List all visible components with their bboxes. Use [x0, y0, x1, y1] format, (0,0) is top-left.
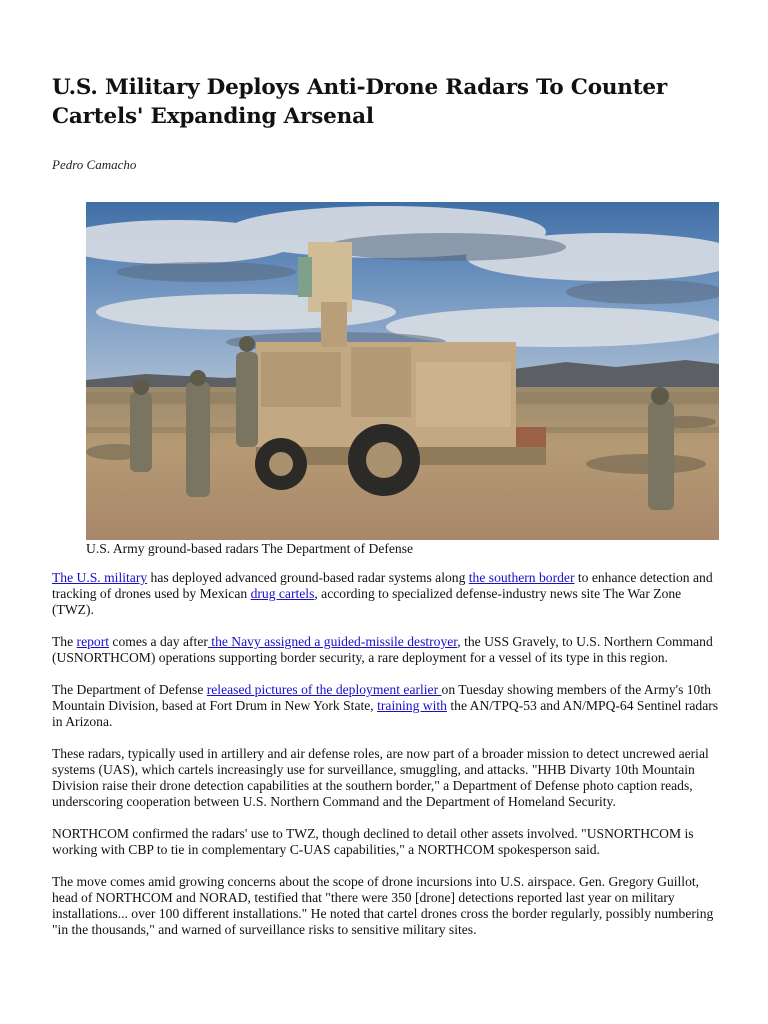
paragraph-4: These radars, typically used in artillery and air defense roles, are now part of a broader mission to detect uncrewed aerial systems (UAS), which cartels increasingly use for surveillance, smuggling, and attacks. "HHB Divarty 10th Mountain Division raise their drone detection capabilities at the southern border," a Department of Defense photo caption reads, underscoring cooperation between U.S. Northern Command and the Department of Homeland Security.	[52, 745, 709, 810]
link-training-with[interactable]: training with	[377, 698, 447, 713]
link-navy-destroyer[interactable]: the Navy assigned a guided-missile destroyer	[207, 634, 458, 649]
link-released-pictures[interactable]: released pictures of the deployment earlier	[206, 681, 442, 697]
article-body	[52, 570, 724, 954]
paragraph-1: The U.S. military has deployed advanced ground-based radar systems along the southern border to enhance detection and tracking of drones used by Mexican drug cartels, according to specialized defense-industry news site The War Zone (TWZ).	[52, 570, 713, 618]
article-headline: U.S. Military Deploys Anti-Drone Radars To Counter Cartels' Expanding Arsenal	[52, 75, 668, 129]
radar-deployment-photo	[86, 202, 719, 540]
paragraph-6: The move comes amid growing concerns about the scope of drone incursions into U.S. airspace. Gen. Gregory Guillot, head of NORTHCOM and NORAD, testified that "there were 350 [drone] detections reported last year on military installations... over 100 different installations." He noted that cartel drones cross the border regularly, possibly numbering "in the thousands," and warned of surveillance risks to sensitive military sites.	[52, 873, 714, 938]
article-photo	[86, 202, 719, 540]
link-drug-cartels[interactable]: drug cartels	[250, 586, 315, 602]
image-caption: U.S. Army ground-based radars The Department of Defense	[86, 541, 414, 556]
link-us-military[interactable]: The U.S. military	[52, 570, 148, 585]
author-byline: Pedro Camacho	[52, 157, 137, 172]
link-report[interactable]: report	[76, 634, 110, 649]
paragraph-2: The report comes a day after the Navy assigned a guided-missile destroyer, the USS Gravely, to U.S. Northern Command (USNORTHCOM) operations supporting border security, a rare deployment for a vessel of its type in this region.	[52, 634, 713, 666]
link-southern-border[interactable]: the southern border	[468, 570, 575, 585]
paragraph-5: NORTHCOM confirmed the radars' use to TWZ, though declined to detail other assets involved. "USNORTHCOM is working with CBP to tie in complementary C-UAS capabilities," a NORTHCOM spokesperson said.	[52, 826, 694, 858]
paragraph-3: The Department of Defense released pictures of the deployment earlier on Tuesday showing members of the Army's 10th Mountain Division, based at Fort Drum in New York State, training with the AN/TPQ-53 and AN/MPQ-64 Sentinel radars in Arizona.	[52, 681, 719, 730]
